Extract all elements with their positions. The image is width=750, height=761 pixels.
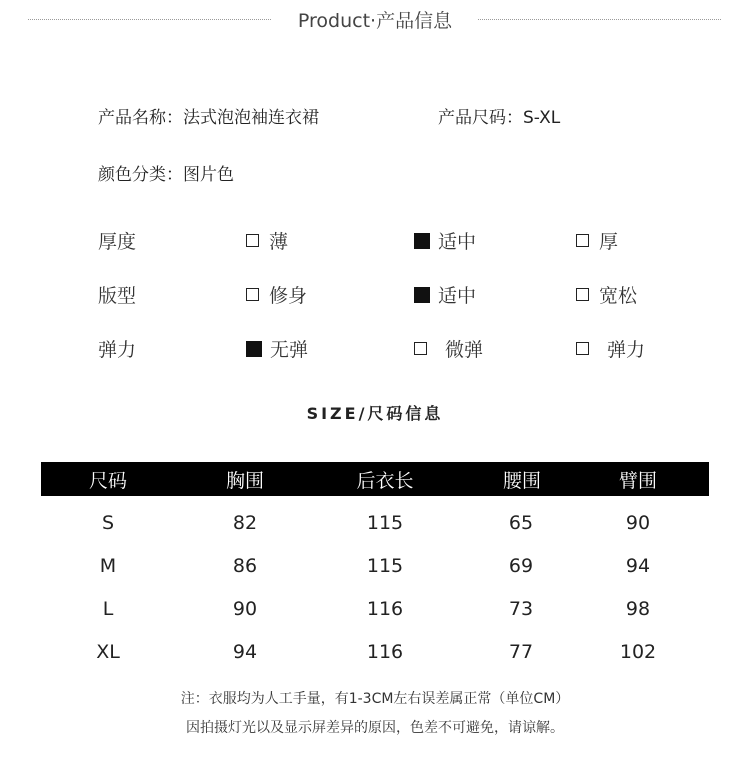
table-cell: 86 bbox=[232, 555, 258, 577]
option-label: 弹力 bbox=[607, 339, 646, 361]
attribute-option bbox=[246, 227, 288, 254]
checkbox-empty-icon bbox=[576, 234, 589, 247]
table-cell: 115 bbox=[366, 555, 404, 577]
attribute-option bbox=[576, 335, 645, 362]
table-cell: L bbox=[102, 598, 114, 620]
table-cell: 116 bbox=[366, 641, 404, 663]
checkbox-empty-icon bbox=[414, 342, 427, 355]
column-header: 腰围 bbox=[502, 470, 542, 492]
page-title: Product·产品信息 bbox=[297, 10, 453, 32]
option-label: 修身 bbox=[269, 285, 308, 307]
size-section-title: SIZE/尺码信息 bbox=[306, 404, 444, 423]
option-label: 适中 bbox=[438, 231, 477, 253]
attribute-option bbox=[246, 335, 308, 362]
column-header: 后衣长 bbox=[356, 470, 414, 492]
product-color: 颜色分类：图片色 bbox=[98, 165, 234, 185]
attribute-label: 弹力 bbox=[98, 339, 137, 361]
table-cell: M bbox=[99, 555, 117, 577]
table-cell: 102 bbox=[619, 641, 657, 663]
table-cell: 115 bbox=[366, 512, 404, 534]
table-cell: 82 bbox=[232, 512, 258, 534]
table-cell: 69 bbox=[508, 555, 534, 577]
table-cell: S bbox=[101, 512, 115, 534]
option-label: 微弹 bbox=[445, 339, 484, 361]
product-name: 产品名称：法式泡泡袖连衣裙 bbox=[98, 108, 319, 128]
attribute-option bbox=[576, 281, 637, 308]
table-cell: 94 bbox=[232, 641, 258, 663]
attribute-option bbox=[576, 227, 618, 254]
column-header: 臂围 bbox=[618, 470, 658, 492]
product-size: 产品尺码：S-XL bbox=[438, 108, 561, 128]
table-header bbox=[41, 462, 709, 496]
column-header: 尺码 bbox=[88, 470, 128, 492]
table-cell: 77 bbox=[508, 641, 534, 663]
measurement-note: 注：衣服均为人工手量，有1-3CM左右误差属正常（单位CM） bbox=[180, 691, 570, 707]
table-cell: 98 bbox=[625, 598, 651, 620]
checkbox-empty-icon bbox=[576, 342, 589, 355]
attribute-option bbox=[414, 227, 476, 254]
option-label: 厚 bbox=[599, 231, 619, 253]
checkbox-empty-icon bbox=[246, 234, 259, 247]
checkbox-filled-icon bbox=[414, 287, 430, 303]
attribute-option bbox=[414, 281, 476, 308]
table-cell: 73 bbox=[508, 598, 534, 620]
attribute-label: 厚度 bbox=[98, 231, 137, 253]
checkbox-filled-icon bbox=[246, 341, 262, 357]
option-label: 适中 bbox=[438, 285, 477, 307]
checkbox-empty-icon bbox=[576, 288, 589, 301]
table-cell: XL bbox=[96, 641, 120, 663]
table-cell: 94 bbox=[625, 555, 651, 577]
attribute-option bbox=[246, 281, 307, 308]
attribute-label: 版型 bbox=[98, 285, 137, 307]
table-cell: 90 bbox=[625, 512, 651, 534]
option-label: 薄 bbox=[269, 231, 289, 253]
table-cell: 65 bbox=[508, 512, 534, 534]
checkbox-filled-icon bbox=[414, 233, 430, 249]
option-label: 宽松 bbox=[599, 285, 638, 307]
attribute-option bbox=[414, 335, 483, 362]
option-label: 无弹 bbox=[270, 339, 309, 361]
color-note: 因拍摄灯光以及显示屏差异的原因，色差不可避免，请谅解。 bbox=[186, 720, 564, 736]
checkbox-empty-icon bbox=[246, 288, 259, 301]
table-cell: 116 bbox=[366, 598, 404, 620]
header-rule-right bbox=[478, 19, 721, 20]
column-header: 胸围 bbox=[225, 470, 265, 492]
table-cell: 90 bbox=[232, 598, 258, 620]
